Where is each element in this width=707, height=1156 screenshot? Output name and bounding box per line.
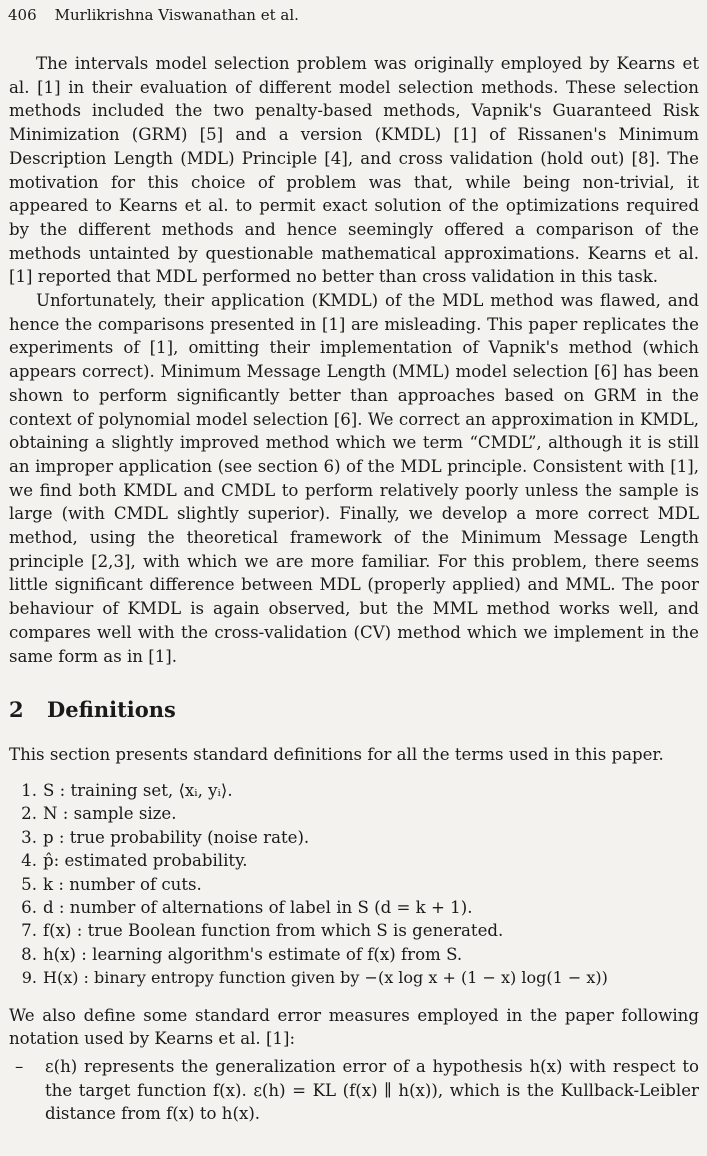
intro-paragraph-1: The intervals model selection problem was originally employed by Kearns et al. [1] in their evaluation of different model selection methods. These selection methods included the two penalty-based methods, Vapnik's Guaranteed Risk Minimization (GRM) [5] and a version (KMDL) [1] of Rissanen's Minimum Description Length (MDL) Principle [4], and cross validation (hold out) [8]. The motivation for this choice of problem was that, while being non-trivial, it appeared to Kearns et al. to permit exact solution of the optimizations required by the different methods and hence seemingly offered a comparison of the methods untainted by questionable mathematical approximations. Kearns et al. [1] reported that MDL performed no better than cross validation in this task.: [9, 54, 699, 287]
error-measures-lead: We also define some standard error measures employed in the paper following notation used by Kearns et al. [1]:: [9, 1005, 699, 1049]
item-text: p : true probability (noise rate).: [43, 827, 310, 847]
item-number: 8.: [21, 944, 37, 964]
item-number: 2.: [21, 804, 37, 824]
definition-item: [9, 919, 699, 942]
item-number: 6.: [21, 898, 37, 918]
item-text: S : training set, ⟨xᵢ, yᵢ⟩.: [43, 780, 233, 800]
item-number: 1.: [21, 780, 37, 800]
body-text: [9, 52, 699, 1126]
item-number: 3.: [21, 827, 37, 847]
definition-item: [9, 779, 699, 802]
item-text: N : sample size.: [43, 804, 177, 824]
definition-item: [9, 896, 699, 919]
item-number: 4.: [21, 851, 37, 871]
section-lead: This section presents standard definitions for all the terms used in this paper.: [9, 745, 664, 765]
dash-bullet: –: [15, 1057, 24, 1077]
section-number: 2: [9, 697, 24, 723]
item-text: f(x) : true Boolean function from which S is generated.: [43, 921, 504, 941]
item-number: 7.: [21, 921, 37, 941]
item-text: k : number of cuts.: [43, 874, 202, 894]
item-number: 5.: [21, 874, 37, 894]
section-heading: [9, 695, 699, 725]
section-title: Definitions: [47, 697, 176, 723]
definition-item: [9, 849, 699, 872]
definition-item: [9, 966, 699, 989]
definitions-list: [9, 779, 699, 990]
definition-item: [9, 826, 699, 849]
definition-item: [9, 943, 699, 966]
running-head: [8, 6, 299, 24]
error-measure-text: ε(h) represents the generalization error of a hypothesis h(x) with respect to the target function f(x). ε(h) = KL (f(x) ∥ h(x)), which is the Kullback-Leibler distance from f(x) to h(x).: [45, 1057, 699, 1124]
item-text: h(x) : learning algorithm's estimate of f(x) from S.: [43, 944, 463, 964]
error-measure-item: [9, 1055, 699, 1126]
definition-item: [9, 802, 699, 825]
item-text: p̂: estimated probability.: [43, 851, 248, 871]
item-text: H(x) : binary entropy function given by −(x log x + (1 − x) log(1 − x)): [43, 968, 608, 988]
page-number: 406: [8, 6, 37, 24]
definition-item: [9, 873, 699, 896]
item-number: 9.: [21, 968, 37, 988]
running-head-authors: Murlikrishna Viswanathan et al.: [54, 6, 299, 24]
item-text: d : number of alternations of label in S (d = k + 1).: [43, 898, 473, 918]
intro-paragraph-2: Unfortunately, their application (KMDL) of the MDL method was flawed, and hence the comparisons presented in [1] are misleading. This paper replicates the experiments of [1], omitting their implementation of Vapnik's method (which appears correct). Minimum Message Length (MML) model selection [6] has been shown to perform significantly better than approaches based on GRM in the context of polynomial model selection [6]. We correct an approximation in KMDL, obtaining a slightly improved method which we term “CMDL”, although it is still an improper application (see section 6) of the MDL principle. Consistent with [1], we find both KMDL and CMDL to perform relatively poorly unless the sample is large (with CMDL slightly superior). Finally, we develop a more correct MDL method, using the theoretical framework of the Minimum Message Length principle [2,3], with which we are more familiar. For this problem, there seems little significant difference between MDL (properly applied) and MML. The poor behaviour of KMDL is again observed, but the MML method works well, and compares well with the cross-validation (CV) method which we implement in the same form as in [1].: [9, 291, 699, 666]
